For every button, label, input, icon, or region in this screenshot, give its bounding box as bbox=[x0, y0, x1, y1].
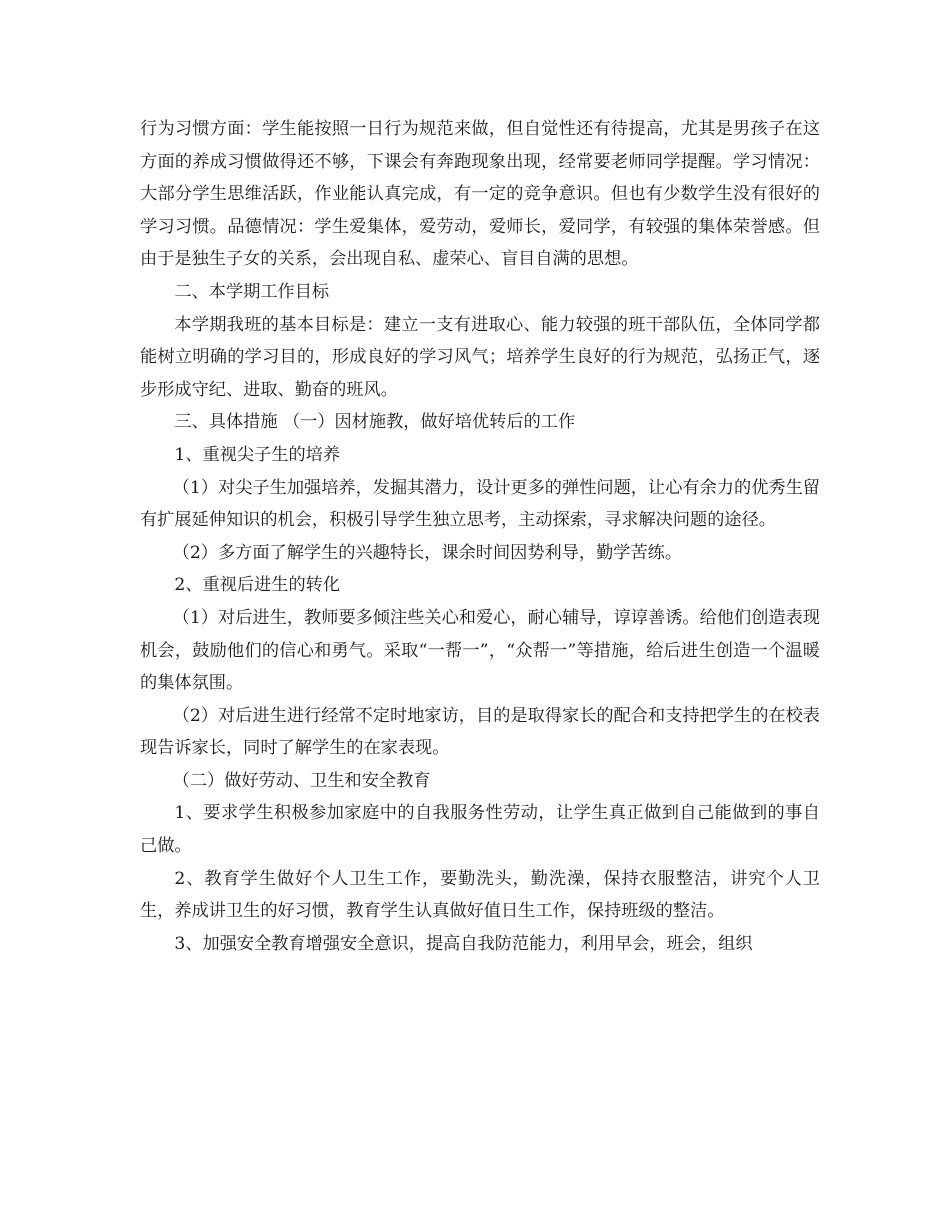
paragraph-semester-goals: 本学期我班的基本目标是：建立一支有进取心、能力较强的班干部队伍，全体同学都能树立明确的学习目的，形成良好的学习风气；培养学生良好的行为规范，弘扬正气，逐步形成守纪、进取、勤奋的班风。 bbox=[140, 314, 820, 400]
heading-specific-measures: 三、具体措施 （一）因材施教，做好培优转后的工作 bbox=[174, 412, 576, 433]
paragraph-struggling-students-1: （1）对后进生，教师要多倾注些关心和爱心，耐心辅导，谆谆善诱。给他们创造表现机会，鼓励他们的信心和勇气。采取“一帮一”，“众帮一”等措施，给后进生创造一个温暖的集体氛围。 bbox=[140, 607, 820, 694]
paragraph-top-students-1: （1）对尖子生加强培养，发掘其潜力，设计更多的弹性问题，让心有余力的优秀生留有扩展延伸知识的机会，积极引导学生独立思考，主动探索，寻求解决问题的途径。 bbox=[140, 477, 820, 531]
paragraph-behavior-habits: 行为习惯方面：学生能按照一日行为规范来做，但自觉性还有待提高，尤其是男孩子在这方面的养成习惯做得还不够，下课会有奔跑现象出现，经常要老师同学提醒。学习情况：大部分学生思维活跃，作业能认真完成，有一定的竞争意识。但也有少数学生没有很好的学习习惯。品德情况：学生爱集体，爱劳动，爱师长，爱同学，有较强的集体荣誉感。但由于是独生子女的关系，会出现自私、虚荣心、盲目自满的思想。 bbox=[140, 119, 820, 270]
paragraph-struggling-students-2: （2）对后进生进行经常不定时地家访，目的是取得家长的配合和支持把学生的在校表现告诉家长，同时了解学生的在家表现。 bbox=[140, 705, 820, 759]
document-body bbox=[140, 113, 820, 960]
paragraph-labor: 1、要求学生积极参加家庭中的自我服务性劳动，让学生真正做到自己能做到的事自己做。 bbox=[140, 803, 820, 857]
heading-labor-hygiene-safety: （二）做好劳动、卫生和安全教育 bbox=[172, 770, 431, 791]
paragraph-safety: 3、加强安全教育增强安全意识，提高自我防范能力，利用早会，班会，组织 bbox=[174, 933, 753, 954]
paragraph-hygiene: 2、教育学生做好个人卫生工作，要勤洗头，勤洗澡，保持衣服整洁，讲究个人卫生，养成讲卫生的好习惯，教育学生认真做好值日生工作，保持班级的整洁。 bbox=[140, 868, 820, 922]
subheading-struggling-students: 2、重视后进生的转化 bbox=[174, 575, 341, 596]
paragraph-top-students-2: （2）多方面了解学生的兴趣特长，课余时间因势利导，勤学苦练。 bbox=[172, 542, 683, 563]
heading-semester-goals: 二、本学期工作目标 bbox=[174, 281, 330, 302]
subheading-top-students: 1、重视尖子生的培养 bbox=[174, 444, 341, 465]
